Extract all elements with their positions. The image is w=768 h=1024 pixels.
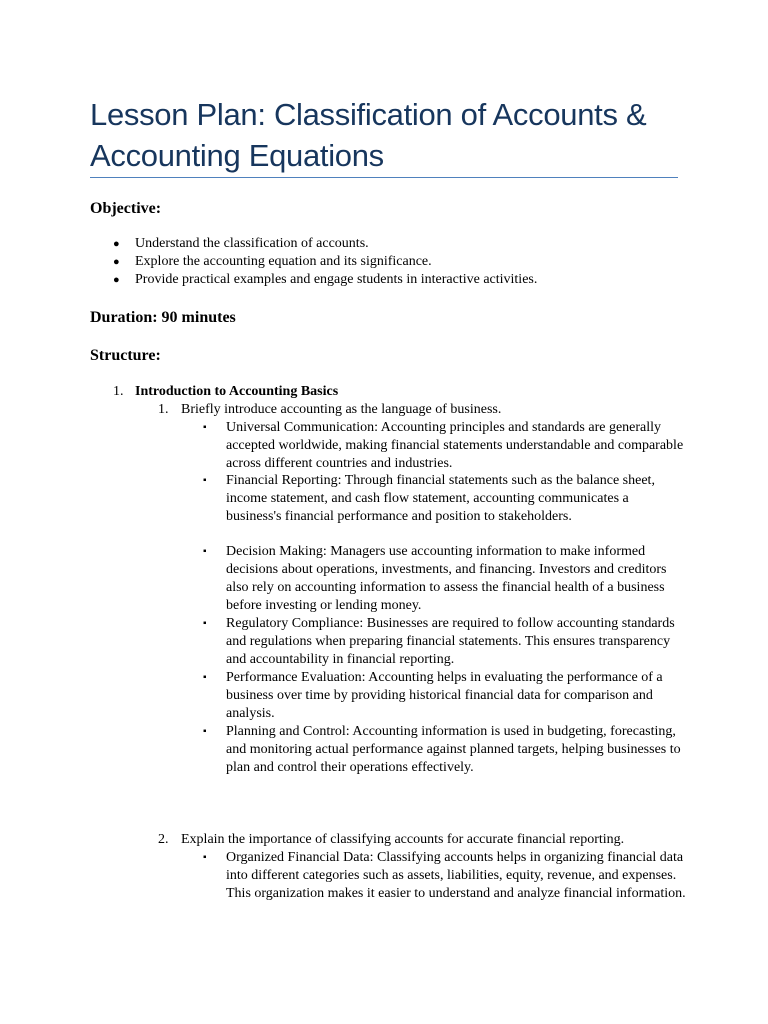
- objective-item: Provide practical examples and engage students in interactive activities.: [135, 272, 538, 287]
- square-bullet-icon: ▪: [203, 422, 207, 433]
- square-bullet-icon: ▪: [203, 726, 207, 737]
- title-divider: [90, 177, 678, 178]
- square-bullet-icon: ▪: [203, 475, 207, 486]
- section-title: Introduction to Accounting Basics: [135, 384, 339, 399]
- square-bullet-icon: ▪: [203, 852, 207, 863]
- bullet-icon: ●: [113, 256, 120, 268]
- subsection-text: Briefly introduce accounting as the language of business.: [181, 402, 502, 417]
- structure-heading: Structure:: [90, 347, 161, 364]
- square-bullet-icon: ▪: [203, 672, 207, 683]
- list-item: Performance Evaluation: Accounting helps in evaluating the performance of a business over time by providing historical financial data for comparison and analysis.: [226, 670, 663, 721]
- objective-item: Understand the classification of accounts.: [135, 236, 369, 251]
- page-title: Lesson Plan: Classification of Accounts & Accounting Equations: [90, 97, 647, 173]
- list-item: Planning and Control: Accounting information is used in budgeting, forecasting, and monitoring actual performance against planned targets, helping businesses to plan and control their operations effectively.: [226, 724, 681, 775]
- list-item: Decision Making: Managers use accounting information to make informed decisions about operations, investments, and financing. Investors and creditors also rely on accounting information to assess the financial health of a business before investing or lending money.: [226, 544, 667, 613]
- objective-heading: Objective:: [90, 200, 162, 217]
- square-bullet-icon: ▪: [203, 618, 207, 629]
- bullet-icon: ●: [113, 238, 120, 250]
- bullet-icon: ●: [113, 274, 120, 286]
- duration-heading: Duration: 90 minutes: [90, 309, 236, 326]
- list-item: Organized Financial Data: Classifying accounts helps in organizing financial data into different categories such as assets, liabilities, equity, revenue, and expenses. This organization makes it easier to understand and analyze financial information.: [226, 850, 686, 901]
- section-number: 2.: [158, 832, 169, 847]
- objective-item: Explore the accounting equation and its significance.: [135, 254, 432, 269]
- list-item: Regulatory Compliance: Businesses are required to follow accounting standards and regulations when preparing financial statements. This ensures transparency and accountability in financial reporting.: [226, 616, 675, 667]
- list-item: Financial Reporting: Through financial statements such as the balance sheet, income statement, and cash flow statement, accounting communicates a business's financial performance and position to stakeholders.: [226, 473, 655, 524]
- subsection-number: 1.: [158, 402, 169, 417]
- list-item: Universal Communication: Accounting principles and standards are generally accepted worldwide, making financial statements understandable and comparable across different countries and industries.: [226, 420, 684, 471]
- section-text: Explain the importance of classifying accounts for accurate financial reporting.: [181, 832, 625, 847]
- square-bullet-icon: ▪: [203, 546, 207, 557]
- section-number: 1.: [113, 384, 124, 399]
